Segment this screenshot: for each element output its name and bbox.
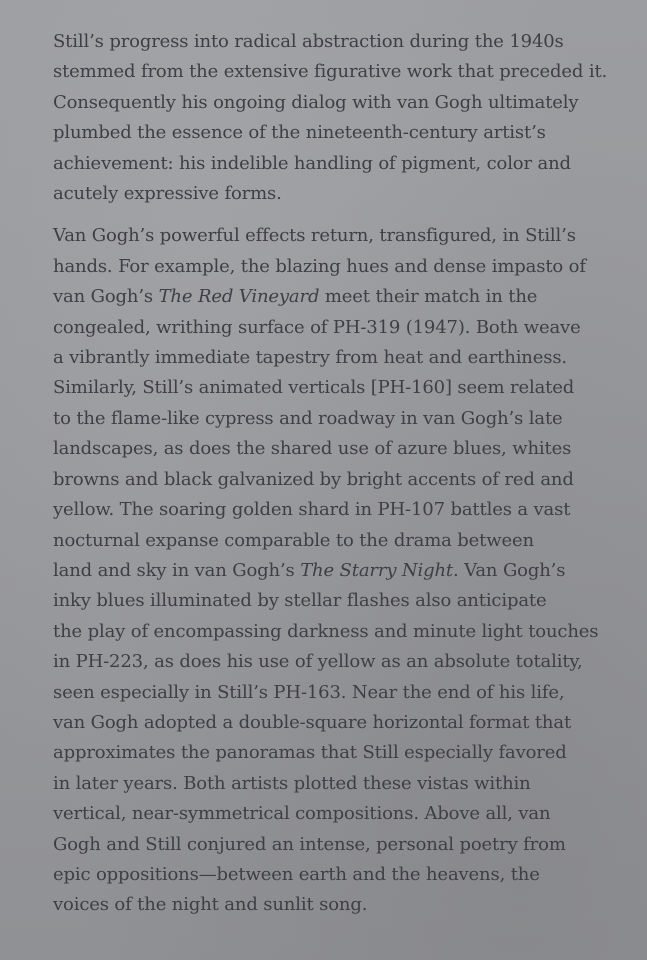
text-line: inky blues illuminated by stellar flashes also anticipate — [53, 590, 547, 612]
artwork-title-red-vineyard: The Red Vineyard — [158, 286, 320, 308]
text-line: epic oppositions—between earth and the heavens, the — [53, 863, 540, 885]
text-line: Gogh and Still conjured an intense, personal poetry from — [53, 833, 566, 855]
text-line: in later years. Both artists plotted these vistas within — [53, 772, 531, 794]
text-line: Consequently his ongoing dialog with van Gogh ultimately — [53, 91, 579, 113]
text-line: the play of encompassing darkness and minute light touches — [53, 620, 599, 642]
paragraph-1 — [53, 27, 633, 209]
text-line: voices of the night and sunlit song. — [53, 894, 368, 916]
text-line: to the flame-like cypress and roadway in van Gogh’s late — [53, 407, 563, 429]
paragraph-2 — [53, 221, 633, 920]
text-line: van Gogh’s The Red Vineyard meet their match in the — [53, 286, 538, 308]
text-line: Similarly, Still’s animated verticals [PH-160] seem related — [53, 377, 575, 399]
text-line: plumbed the essence of the nineteenth-century artist’s — [53, 122, 546, 144]
text-line: seen especially in Still’s PH-163. Near the end of his life, — [53, 681, 565, 703]
text-line: stemmed from the extensive figurative work that preceded it. — [53, 61, 608, 83]
text-line: land and sky in van Gogh’s The Starry Night. Van Gogh’s — [53, 559, 566, 581]
text-line: yellow. The soaring golden shard in PH-107 battles a vast — [53, 499, 571, 521]
text-line: hands. For example, the blazing hues and dense impasto of — [53, 255, 586, 277]
text-line: congealed, writhing surface of PH-319 (1947). Both weave — [53, 316, 581, 338]
text-line: Van Gogh’s powerful effects return, transfigured, in Still’s — [53, 225, 576, 247]
text-line: nocturnal expanse comparable to the drama between — [53, 529, 534, 551]
text-line: approximates the panoramas that Still especially favored — [53, 742, 567, 764]
text-line: van Gogh adopted a double-square horizontal format that — [53, 711, 572, 733]
artwork-title-starry-night: The Starry Night — [300, 559, 454, 581]
text-line: in PH-223, as does his use of yellow as an absolute totality, — [53, 651, 583, 673]
text-line: a vibrantly immediate tapestry from heat and earthiness. — [53, 347, 567, 369]
wall-text-panel — [53, 27, 633, 921]
text-line: acutely expressive forms. — [53, 183, 282, 205]
text-line: landscapes, as does the shared use of azure blues, whites — [53, 438, 572, 460]
text-line: achievement: his indelible handling of pigment, color and — [53, 152, 571, 174]
text-line: vertical, near-symmetrical compositions. Above all, van — [53, 803, 551, 825]
text-line: browns and black galvanized by bright accents of red and — [53, 468, 574, 490]
text-line: Still’s progress into radical abstraction during the 1940s — [53, 31, 564, 52]
